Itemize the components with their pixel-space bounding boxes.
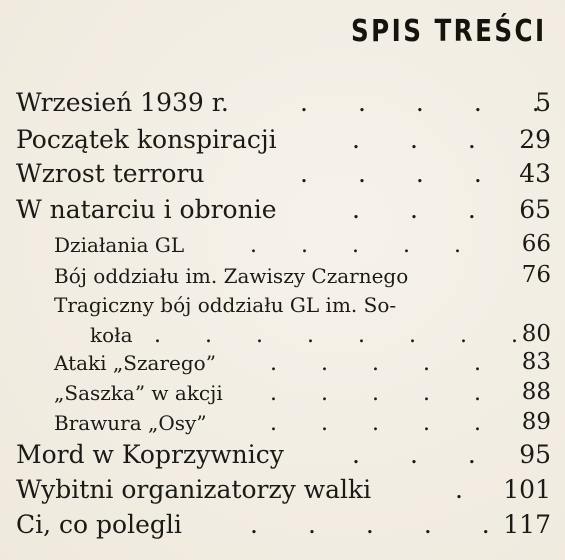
leader-dots: . . .	[352, 440, 476, 469]
toc-entry-title: Początek konspiracji	[16, 125, 277, 154]
leader-dots: . . . . .	[270, 411, 481, 436]
toc-entry-page: 29	[519, 125, 551, 154]
toc-entry-title: Wybitni organizatorzy walki	[16, 475, 372, 504]
toc-entry-page: 80	[521, 321, 551, 347]
leader-dots: . . . .	[300, 159, 482, 188]
leader-dots: . . . . .	[270, 381, 481, 406]
toc-entry-title: Tragiczny bój oddziału GL im. So-	[54, 293, 397, 317]
toc-entry-page: 66	[521, 231, 551, 257]
toc-entry-page: 117	[503, 510, 551, 539]
toc-entry-title: W natarciu i obronie	[16, 195, 277, 224]
toc-entry-page: 5	[535, 88, 551, 117]
toc-entry-page: 76	[521, 262, 551, 288]
toc-entry-page: 95	[519, 440, 551, 469]
toc-entry-title: „Saszka” w akcji	[54, 381, 223, 405]
leader-dots: . . . . .	[270, 351, 481, 376]
toc-entry-title: Wrzesień 1939 r.	[16, 88, 229, 117]
toc-entry-title: Mord w Koprzywnicy	[16, 440, 284, 469]
leader-dots: . . .	[352, 125, 476, 154]
leader-dots: . . . . .	[250, 233, 461, 258]
toc-entry-title: Ataki „Szarego”	[54, 351, 216, 375]
leader-dots: . . .	[352, 195, 476, 224]
leader-dots: . . . . . . . .	[154, 323, 518, 348]
toc-entry-title: Ci, co polegli	[16, 510, 182, 539]
leader-dots: . . . . .	[250, 510, 490, 539]
toc-entry-page: 65	[519, 195, 551, 224]
toc-entry-page: 101	[503, 475, 551, 504]
toc-entry-title: Wzrost terroru	[16, 159, 205, 188]
toc-entry-title: Działania GL	[54, 233, 185, 257]
toc-entry-page: 89	[521, 409, 551, 435]
toc-entry-title: Brawura „Osy”	[54, 411, 207, 435]
leader-dots: . . . . .	[300, 88, 540, 117]
leader-dots: .	[455, 475, 463, 504]
page-title: SPIS TREŚCI	[351, 14, 547, 49]
toc-entry-page: 83	[521, 349, 551, 375]
toc-entry-title: Bój oddziału im. Zawiszy Czarnego	[54, 264, 409, 288]
toc-entry-page: 88	[521, 379, 551, 405]
toc-entry-title-continued: koła	[90, 323, 133, 347]
toc-entry-page: 43	[519, 159, 551, 188]
